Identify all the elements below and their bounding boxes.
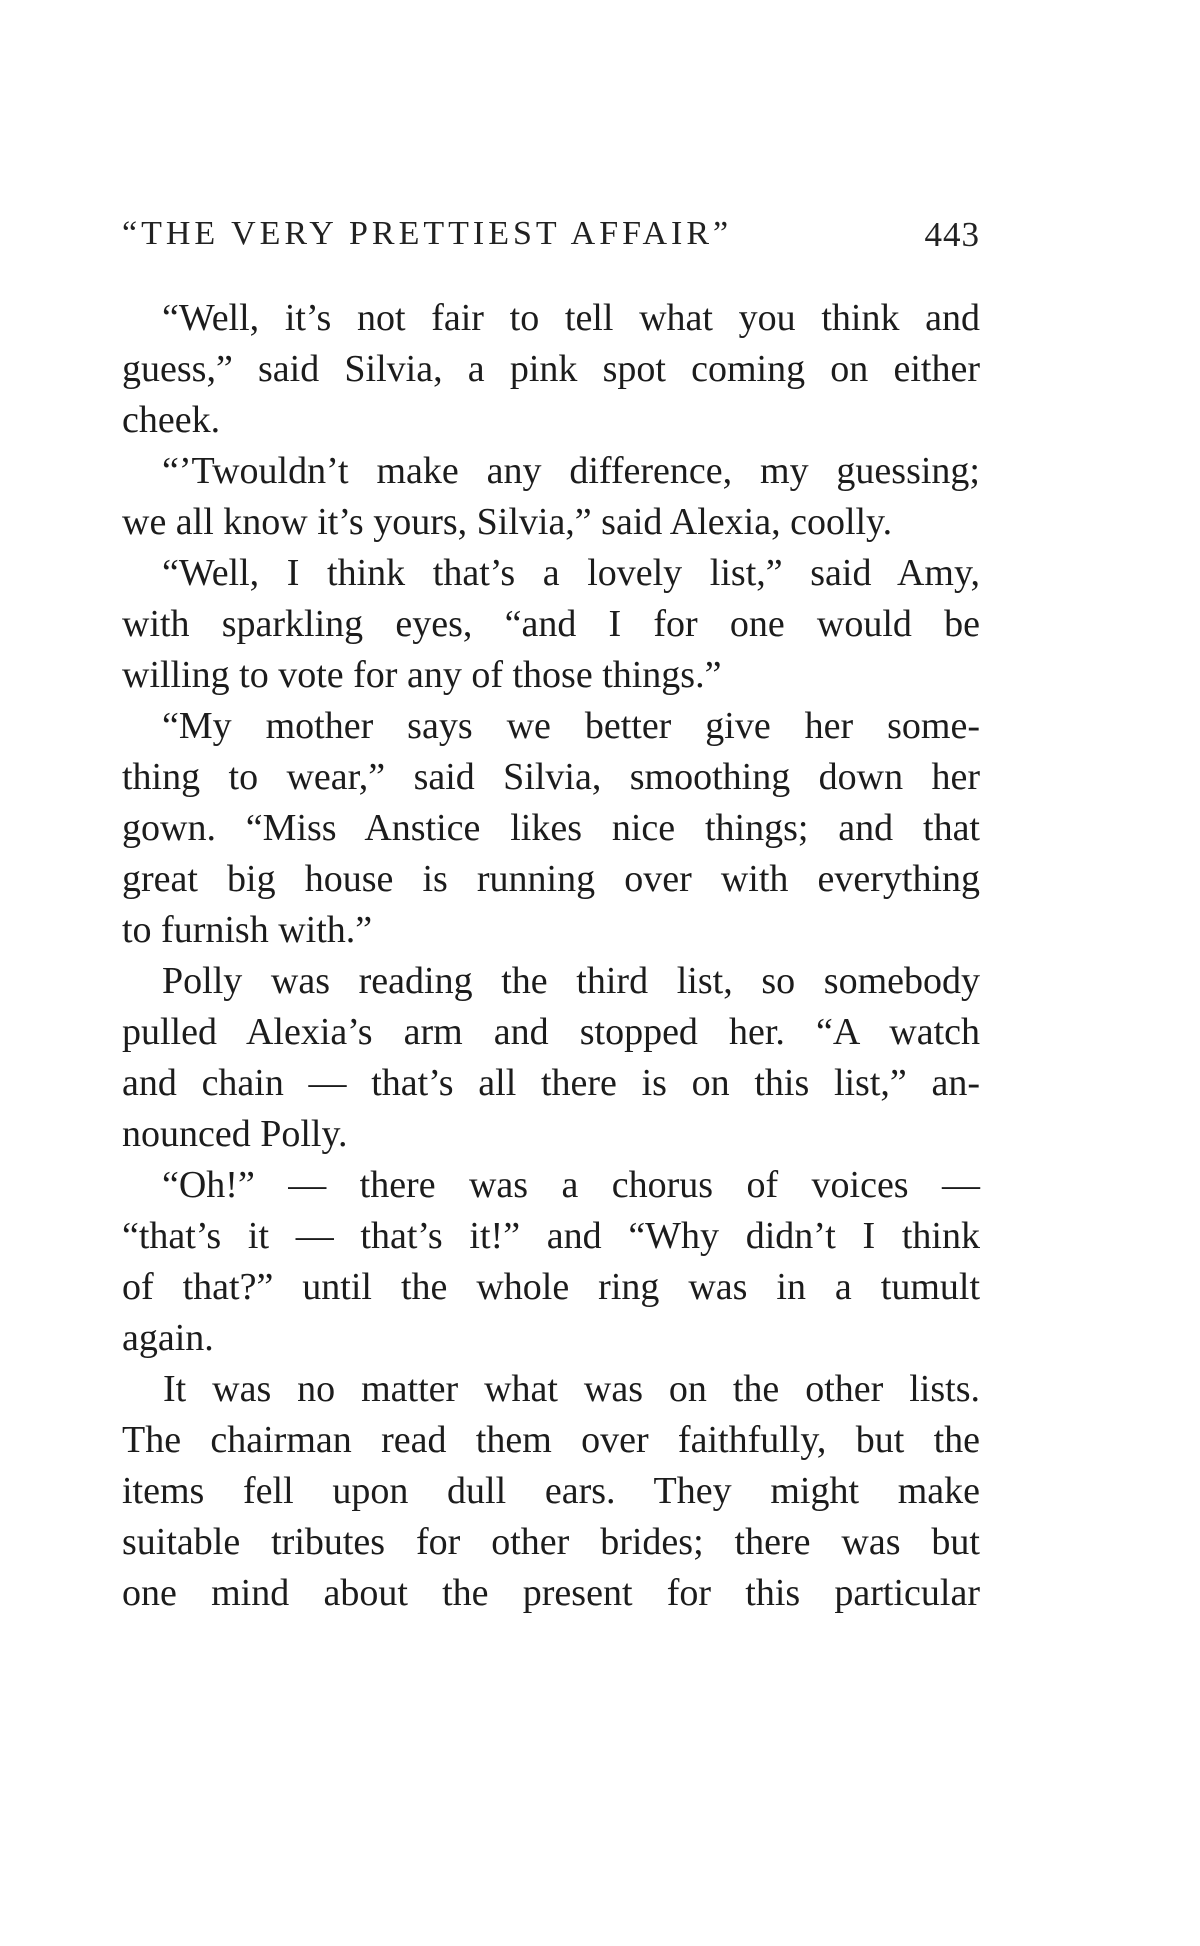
text-line: gown. “Miss Anstice likes nice things; and that (122, 807, 980, 849)
text-line: thing to wear,” said Silvia, smoothing down her (122, 756, 980, 798)
body-text (122, 293, 980, 1619)
text-line: nounced Polly. (122, 1113, 348, 1155)
text-line: Polly was reading the third list, so somebody (162, 960, 980, 1002)
text-line: suitable tributes for other brides; there was but (122, 1521, 980, 1563)
text-line: “’Twouldn’t make any difference, my guessing; (162, 450, 980, 492)
text-line: “that’s it — that’s it!” and “Why didn’t I think (122, 1215, 980, 1257)
running-title: “THE VERY PRETTIEST AFFAIR” (122, 215, 733, 252)
text-line: The chairman read them over faithfully, but the (122, 1419, 980, 1461)
text-line: we all know it’s yours, Silvia,” said Alexia, coolly. (122, 501, 893, 543)
text-line: great big house is running over with everything (122, 858, 980, 900)
text-line: It was no matter what was on the other lists. (163, 1368, 980, 1410)
text-line: willing to vote for any of those things.” (122, 654, 722, 696)
text-line: “My mother says we better give her some- (162, 705, 980, 747)
text-line: one mind about the present for this particular (122, 1572, 980, 1614)
text-line: again. (122, 1317, 214, 1359)
text-line: “Well, it’s not fair to tell what you think and (162, 297, 980, 339)
running-head (122, 215, 980, 263)
text-line: of that?” until the whole ring was in a tumult (122, 1266, 980, 1308)
text-line: “Well, I think that’s a lovely list,” said Amy, (162, 552, 980, 594)
text-line: cheek. (122, 399, 221, 441)
text-line: “Oh!” — there was a chorus of voices — (162, 1164, 980, 1206)
text-line: guess,” said Silvia, a pink spot coming on either (122, 348, 980, 390)
text-line: to furnish with.” (122, 909, 373, 951)
text-line: pulled Alexia’s arm and stopped her. “A watch (122, 1011, 980, 1053)
page-number: 443 (924, 215, 980, 254)
text-line: with sparkling eyes, “and I for one would be (122, 603, 980, 645)
text-line: items fell upon dull ears. They might make (122, 1470, 980, 1512)
text-line: and chain — that’s all there is on this list,” an- (122, 1062, 980, 1104)
